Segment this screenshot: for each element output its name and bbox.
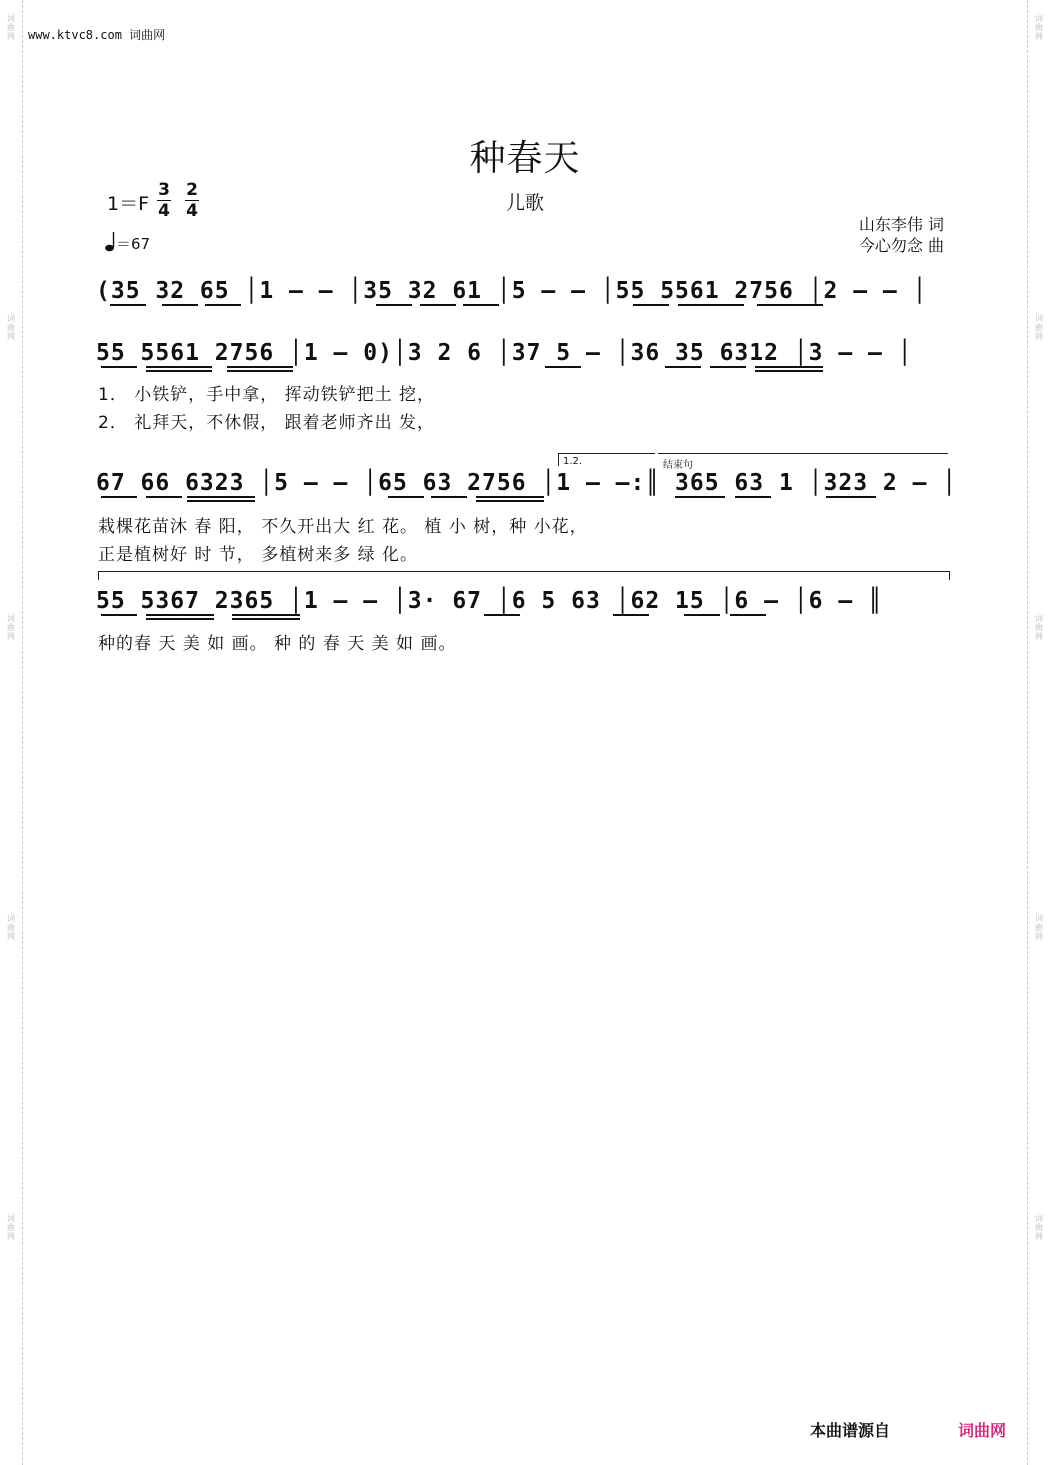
underline-beam	[187, 496, 255, 498]
volta-label: 1.2.	[563, 456, 583, 467]
time-signature-2: $\frac{2}{4}$	[186, 180, 198, 221]
lyricist-credit: 山东李伟 词	[858, 215, 944, 234]
key-signature: 1＝F	[107, 193, 150, 215]
lyric-line: 正是植树好 时 节， 多植树来多 绿 化。	[98, 545, 419, 565]
watermark: 词 曲 网	[1035, 614, 1043, 641]
song-title: 种春天	[469, 138, 581, 179]
lyric-line: 种的春 天 美 如 画。 种 的 春 天 美 如 画。	[98, 634, 457, 654]
underline-beam	[755, 366, 823, 368]
watermark: 词 曲 网	[7, 314, 15, 341]
score-system-1: (35 32 65 │1 – – │35 32 61 │5 – – │55 5561 2756 │2 – – │	[96, 278, 928, 304]
underline-beam	[476, 496, 544, 498]
lyric-line: 栽棵花苗沐 春 阳， 不久开出大 红 花。 植 小 树，种 小花，	[98, 517, 588, 537]
underline-beam	[146, 370, 212, 372]
tempo-marking: ＝67	[104, 231, 150, 254]
watermark: 词 曲 网	[1035, 914, 1043, 941]
underline-beam	[545, 366, 581, 368]
lyric-line: 1． 小铁铲，手中拿， 挥动铁铲把土 挖，	[98, 385, 436, 405]
score-system-2: 55 5561 2756 │1 – 0)│3 2 6 │37 5 – │36 35 6312 │3 – – │	[96, 340, 913, 366]
underline-beam	[146, 366, 212, 368]
composer-credit: 今心勿念 曲	[858, 236, 944, 255]
ending-bracket	[658, 453, 948, 454]
underline-beam	[675, 496, 725, 498]
watermark: 词 曲 网	[7, 14, 15, 41]
underline-beam	[110, 304, 146, 306]
underline-beam	[710, 366, 746, 368]
underline-beam	[146, 614, 214, 616]
underline-beam	[476, 500, 544, 502]
underline-beam	[678, 304, 744, 306]
underline-beam	[826, 496, 876, 498]
underline-beam	[146, 618, 214, 620]
lyric-line: 2． 礼拜天，不休假， 跟着老师齐出 发，	[98, 413, 436, 433]
underline-beam	[730, 614, 766, 616]
underline-beam	[162, 304, 198, 306]
underline-beam	[146, 496, 182, 498]
underline-beam	[227, 366, 293, 368]
underline-beam	[757, 304, 823, 306]
underline-beam	[388, 496, 424, 498]
left-watermark-strip	[0, 0, 23, 1465]
right-watermark-strip	[1027, 0, 1050, 1465]
time-signature-1: $\frac{3}{4}$	[158, 180, 170, 221]
watermark: 词 曲 网	[1035, 1214, 1043, 1241]
underline-beam	[232, 614, 300, 616]
underline-beam	[613, 614, 649, 616]
underline-beam	[665, 366, 701, 368]
underline-beam	[101, 496, 137, 498]
score-system-4: 55 5367 2365 │1 – – │3· 67 │6 5 63 │62 15 │6 – │6 – ║	[96, 588, 883, 614]
underline-beam	[101, 366, 137, 368]
underline-beam	[633, 304, 669, 306]
underline-beam	[101, 614, 137, 616]
song-genre: 儿歌	[505, 192, 544, 214]
volta-bracket	[558, 453, 655, 466]
score-system-3: 67 66 6323 │5 – – │65 63 2756 │1 – –:║ 365 63 1 │323 2 – │	[96, 470, 958, 496]
watermark: 词 曲 网	[1035, 314, 1043, 341]
quarter-note-icon	[104, 231, 116, 253]
underline-beam	[227, 370, 293, 372]
underline-beam	[735, 496, 771, 498]
repeat-bracket	[98, 571, 950, 580]
watermark: 词 曲 网	[7, 914, 15, 941]
underline-beam	[684, 614, 720, 616]
watermark: 词 曲 网	[1035, 14, 1043, 41]
brand-link[interactable]: 词曲网	[958, 1421, 1007, 1440]
underline-beam	[187, 500, 255, 502]
underline-beam	[431, 496, 467, 498]
underline-beam	[232, 618, 300, 620]
site-url[interactable]: www.ktvc8.com 词曲网	[28, 28, 166, 42]
watermark: 词 曲 网	[7, 1214, 15, 1241]
underline-beam	[420, 304, 456, 306]
watermark: 词 曲 网	[7, 614, 15, 641]
underline-beam	[755, 370, 823, 372]
underline-beam	[484, 614, 520, 616]
underline-beam	[205, 304, 241, 306]
ending-label: 结束句	[663, 460, 693, 471]
underline-beam	[463, 304, 499, 306]
source-label: 本曲谱源自	[810, 1421, 891, 1440]
underline-beam	[376, 304, 412, 306]
